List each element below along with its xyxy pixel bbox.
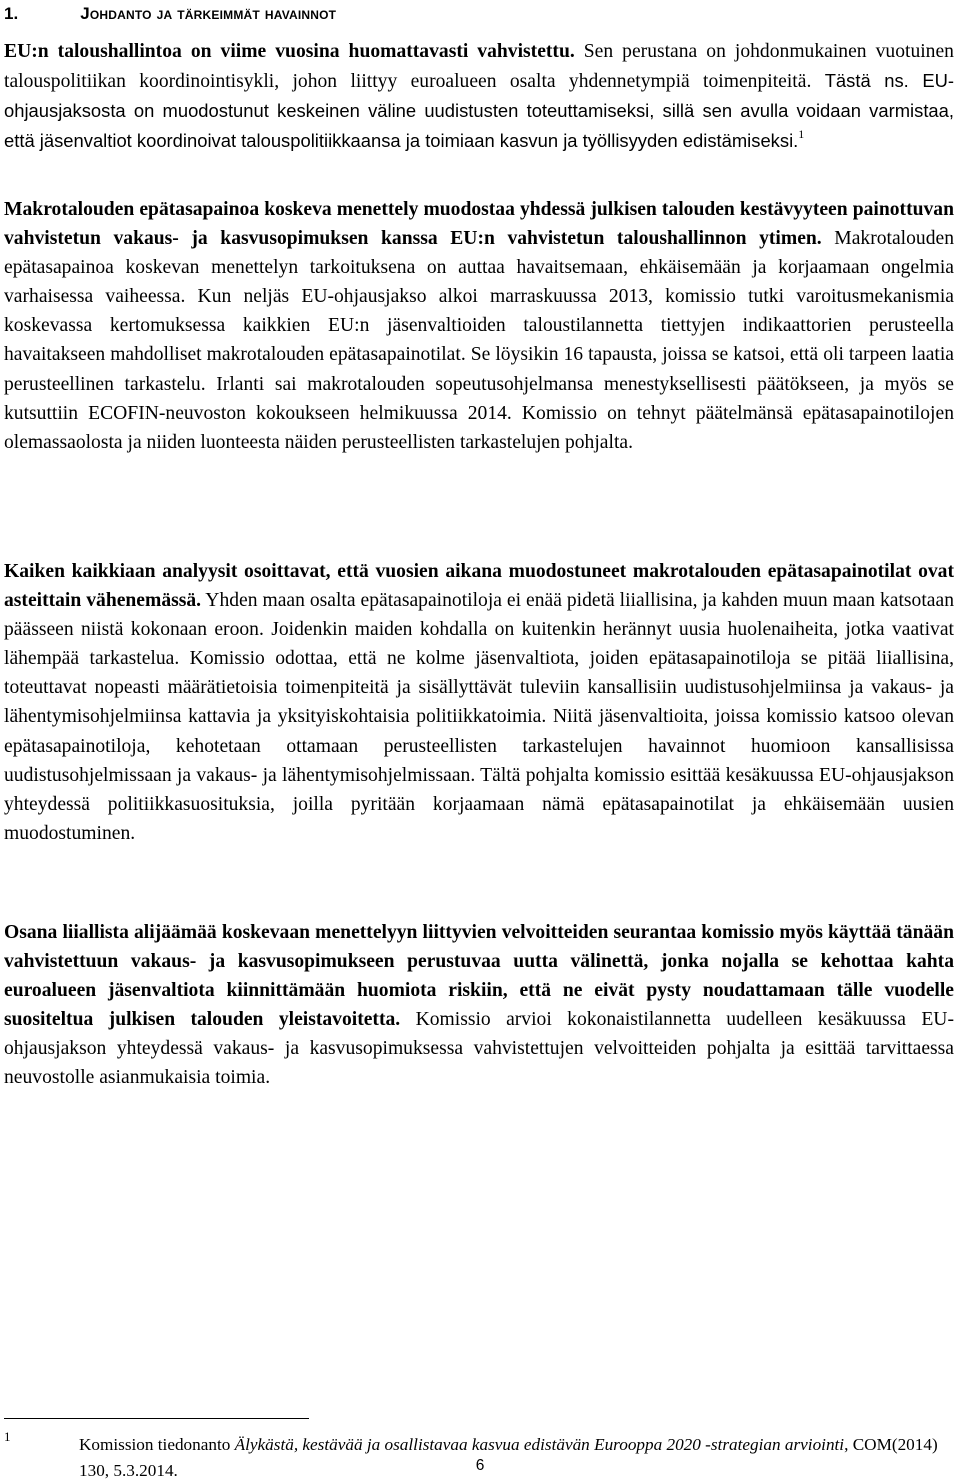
footnote-reference[interactable]: 1 xyxy=(798,126,805,141)
paragraph-2-lead: Makrotalouden epätasapainoa koskeva menettely muodostaa yhdessä julkisen talouden kestävyyteen painottuvan vahvistetun vakaus- ja kasvusopimuksen kanssa EU:n vahvistetun taloushallinnon ytimen. xyxy=(4,199,954,250)
paragraph-1-text: Sen perustana on johdonmukainen vuotuinen talouspolitiikan koordinointisykli, johon liittyy euroalueen osalta yhdennetympiä toimenpiteitä. xyxy=(4,41,954,93)
section-heading xyxy=(4,2,954,26)
paragraph-3-lead: Kaiken kaikkiaan analyysit osoittavat, että vuosien aikana muodostuneet makrotalouden epätasapainotilat ovat asteittain vähenemässä. xyxy=(4,561,954,612)
page-number: 6 xyxy=(475,1457,485,1474)
paragraph-3 xyxy=(4,557,954,848)
paragraph-2 xyxy=(4,195,954,457)
footnote-text-start: Komission tiedonanto xyxy=(79,1435,235,1454)
paragraph-1-lead: EU:n taloushallintoa on viime vuosina huomattavasti vahvistettu. xyxy=(4,41,575,62)
footnote-title: Älykästä, kestävää ja osallistavaa kasvua edistävän Eurooppa 2020 -strategian arviointi xyxy=(234,1435,845,1454)
footnote-separator xyxy=(4,1418,309,1419)
paragraph-4-lead: Osana liiallista alijäämää koskevaan menettelyyn liittyvien velvoitteiden seurantaa komissio myös käyttää tänään vahvistettuun vakaus- ja kasvusopimukseen perustuvaa uutta välinettä, jonka nojalla se kehottaa kahta euroalueen jäsenvaltiota kiinnittämään huomiota riskiin, että ne eivät pysty noudattamaan tälle vuodelle suositeltua julkisen talouden yleistavoitetta. xyxy=(4,922,954,1031)
paragraph-2-text: Makrotalouden epätasapainoa koskevan menettelyn tarkoituksena on auttaa havaitsemaan, ehkäisemään ja korjaamaan ongelmia varhaisessa vaiheessa. Kun neljäs EU-ohjausjakso alkoi marraskuussa 2013, komissio tutki varoitusmekanismia koskevassa kertomuksessa kaikkien EU:n jäsenvaltioiden taloustilannetta tiettyjen indikaattorien perusteella havaitakseen mahdolliset makrotalouden epätasapainotilat. Se löysikin 16 tapausta, joissa se katsoi, että oli tarpeen laatia perusteellinen tarkastelu. Irlanti sai makrotalouden sopeutusohjelmansa menestyksellisesti päätökseen, ja myös se kutsuttiin ECOFIN-neuvoston kokoukseen helmikuussa 2014. Komissio on tehnyt päätelmänsä epätasapainotilojen olemassaolosta ja niiden luonteesta näiden perusteellisten tarkastelujen pohjalta. xyxy=(4,228,954,453)
paragraph-1 xyxy=(4,37,954,156)
section-number: 1. xyxy=(4,4,19,23)
paragraph-4-text: Komissio arvioi kokonaistilannetta uudelleen kesäkuussa EU-ohjausjakson yhteydessä vakaus- ja kasvusopimuksessa vahvistettujen velvoitteiden pohjalta ja esittää tarvittaessa neuvostolle asianmukaisia toimia. xyxy=(4,1009,954,1089)
paragraph-1-sans-text: Tästä ns. EU-ohjausjaksosta on muodostunut keskeinen väline uudistusten toteuttamiseksi, sillä sen avulla voidaan varmistaa, että jäsenvaltiot koordinoivat talouspolitiikkaansa ja toimiaan kasvun ja työllisyyden edistämiseksi. xyxy=(4,70,954,152)
section-title: Johdanto ja tärkeimmät havainnot xyxy=(80,4,337,23)
footnote-marker: 1 xyxy=(4,1429,11,1444)
paragraph-3-text: Yhden maan osalta epätasapainotiloja ei enää pidetä liiallisina, ja kahden muun maan katsotaan päässeen niistä kokonaan eroon. Joidenkin maiden kohdalla on kuitenkin herännyt uusia huolenaiheita, jotka vaativat lähempää tarkastelua. Komissio odottaa, että ne kolme jäsenvaltiota, joiden epätasapainotiloja se pitää liiallisina, toteuttavat nopeasti määrätietoisia toimenpiteitä ja sisällyttävät tuleviin kansallisiin uudistusohjelmiinsa ja vakaus- ja lähentymisohjelmiinsa kattavia ja yksityiskohtaisia politiikkatoimia. Niitä jäsenvaltioita, joissa komissio katsoo olevan epätasapainotiloja, kehotetaan ottamaan perusteellisten tarkastelujen havainnot huomioon kansallisissa uudistusohjelmissaan ja vakaus- ja lähentymisohjelmissaan. Tältä pohjalta komissio esittää kesäkuussa EU-ohjausjakson yhteydessä politiikkasuosituksia, joilla pyritään korjaamaan nämä epätasapainotilat ja ehkäisemään uusien muodostuminen. xyxy=(4,590,954,844)
paragraph-4 xyxy=(4,918,954,1093)
footnote-text-end: , COM(2014) 130, 5.3.2014. xyxy=(79,1435,938,1480)
